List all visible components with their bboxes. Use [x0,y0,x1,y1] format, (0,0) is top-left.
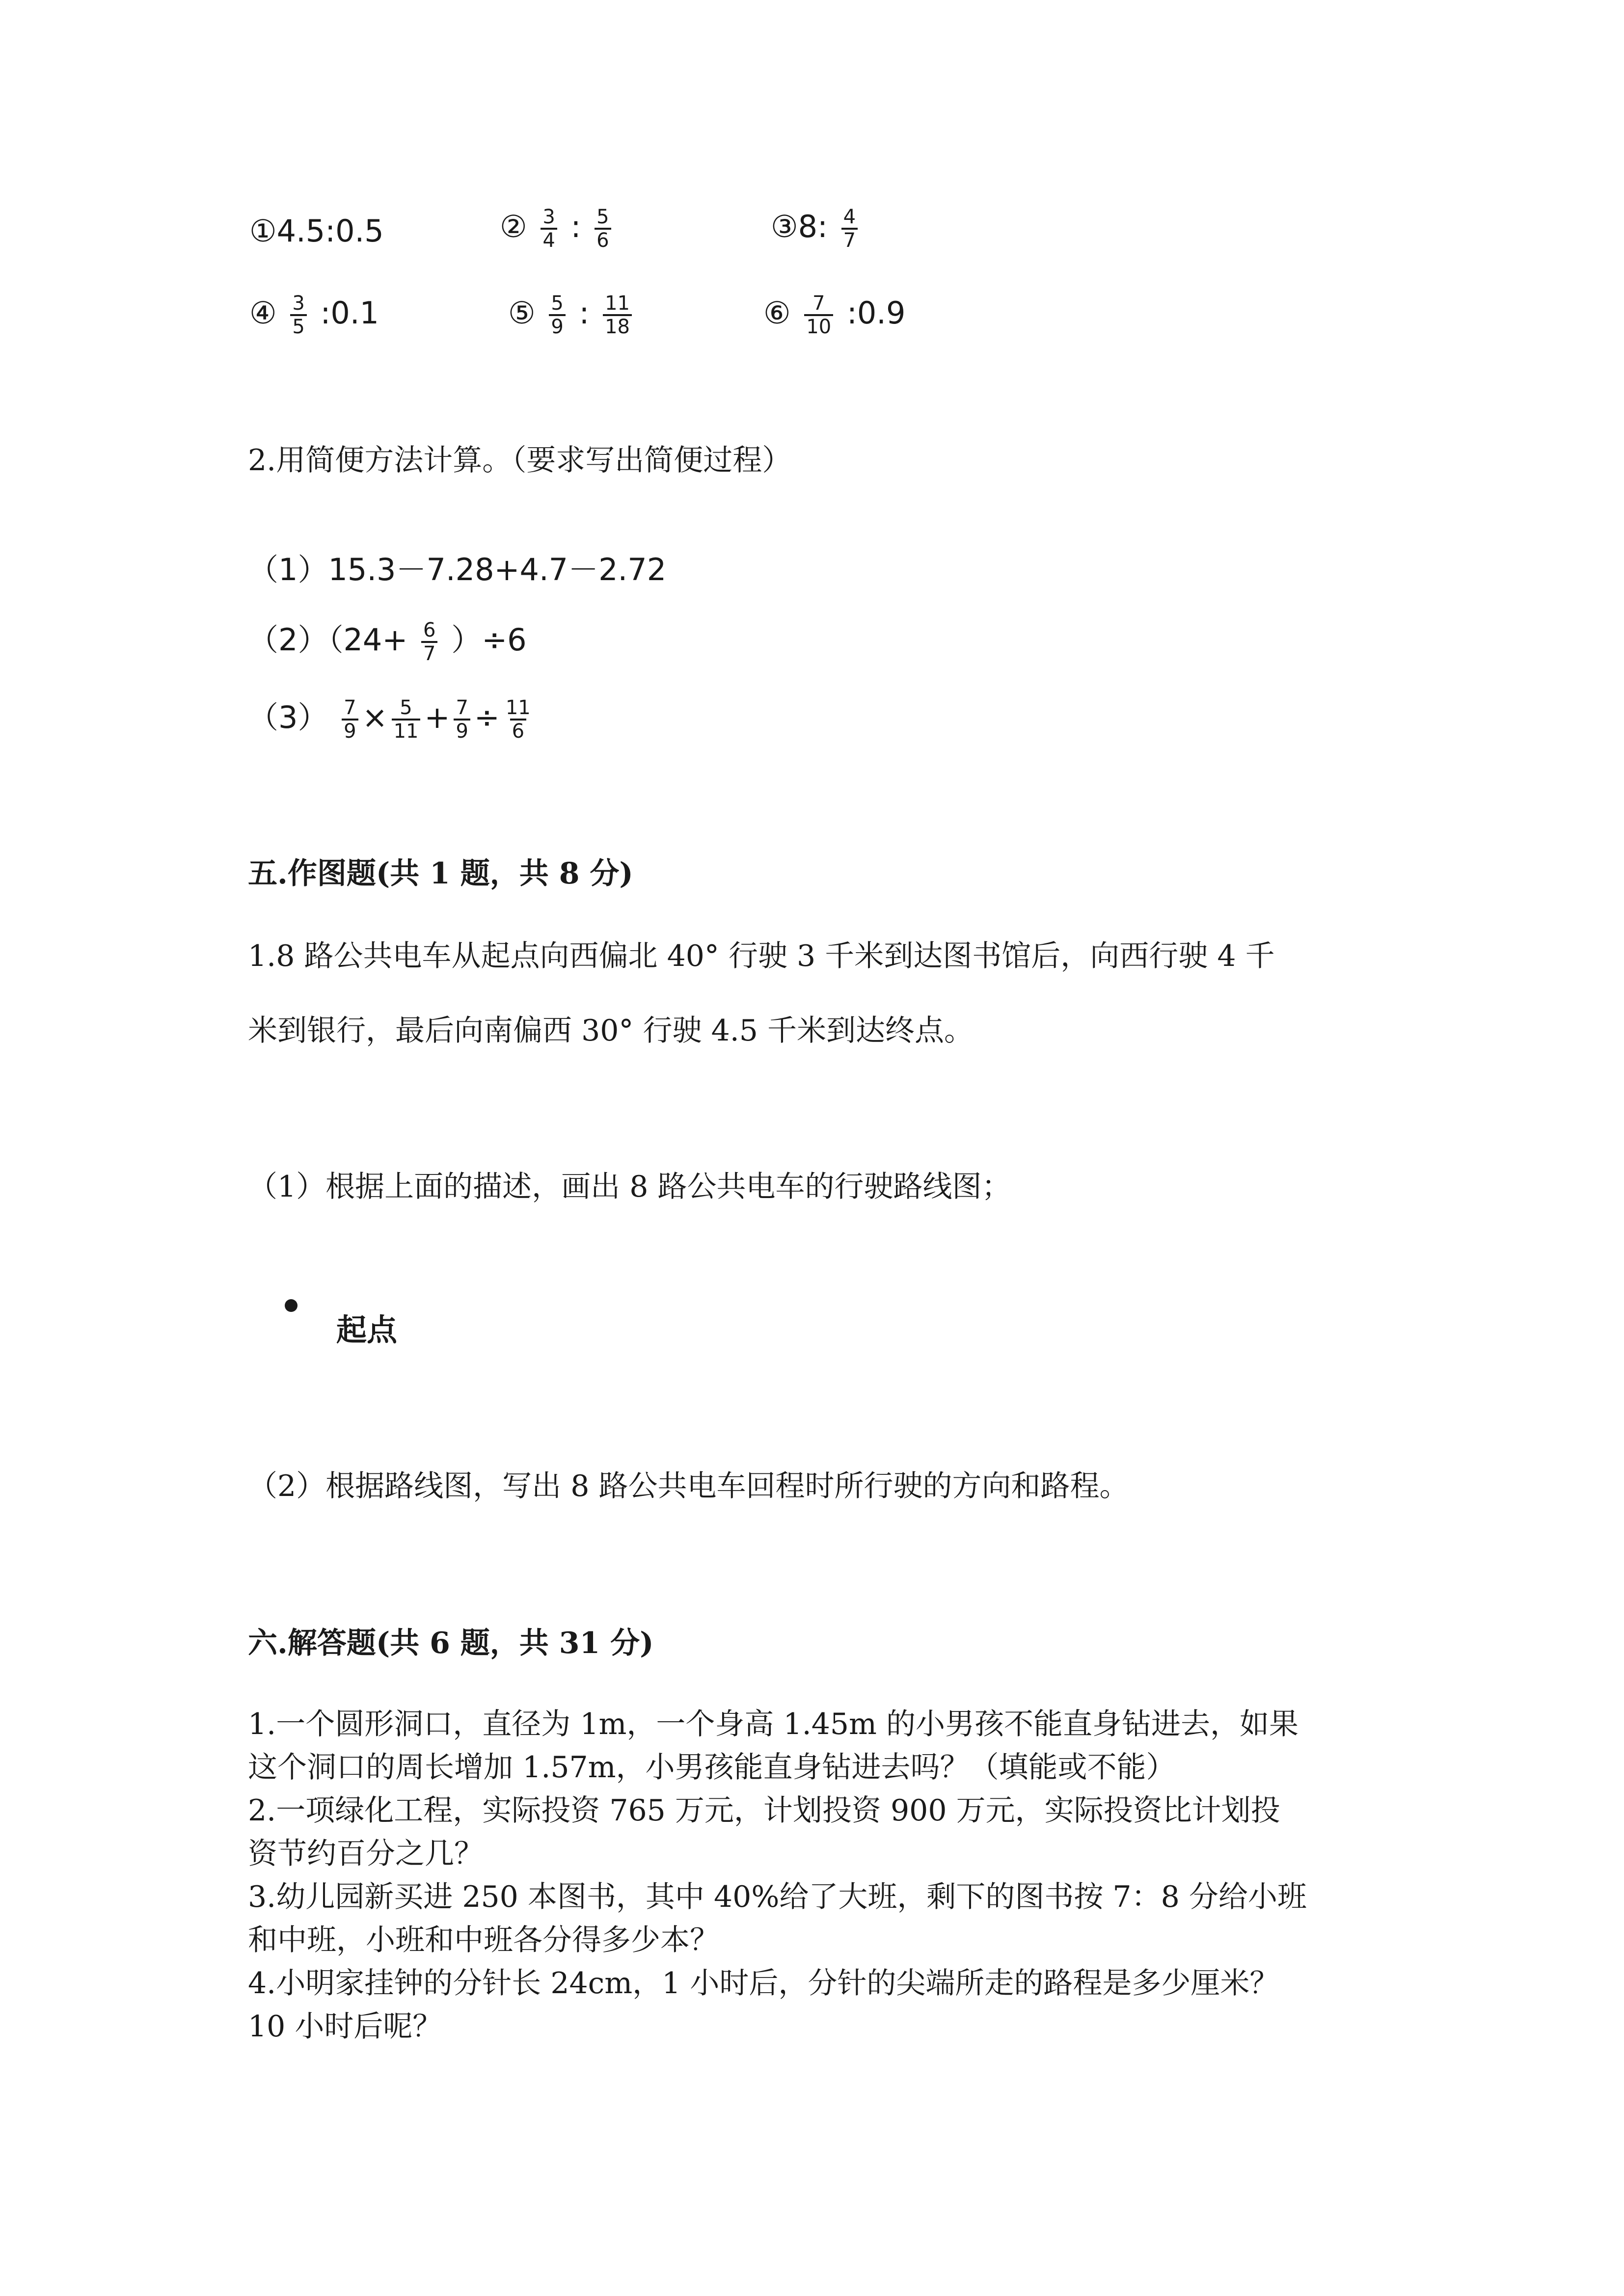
ratio-mark: ⑥ [763,295,791,331]
start-point-label: 起点 [336,1312,398,1348]
section-5-heading: 五.作图题(共 1 题，共 8 分) [248,856,633,891]
ratio-item-5: ⑤ $\frac{5}{9}$ : $\frac{11}{18}$ [508,293,636,338]
ratio-item-4: ④ $\frac{3}{5}$ :0.1 [249,292,379,338]
fraction: $\frac{3}{5}$ [290,293,306,338]
fraction: $\frac{5}{6}$ [595,206,611,251]
fraction: $\frac{3}{4}$ [541,206,557,251]
fraction: $\frac{11}{6}$ [505,696,531,743]
calc-item-3: （3） $\frac{7}{9}$ × $\frac{5}{11}$ + $\frac{7}{9}$ ÷ $\frac{11}{6}$ [248,697,537,742]
calc-item-2: （2）（24+ $\frac{6}{7}$ ）÷6 [248,619,527,665]
answer-line: 资节约百分之几？ [248,1837,484,1871]
ratio-mark: ② [500,209,527,245]
fraction: $\frac{6}{7}$ [421,619,437,665]
question-2-title: 2.用简便方法计算。（要求写出简便过程） [248,443,792,478]
ratio-item-2: ② $\frac{3}{4}$ : $\frac{5}{6}$ [500,206,615,251]
ratio-mark: ③ [771,209,798,245]
fraction: $\frac{7}{10}$ [804,293,833,338]
answer-line: 10 小时后呢？ [248,2009,442,2044]
section-6-heading: 六.解答题(共 6 题，共 31 分) [248,1626,654,1660]
ratio-mark: ① [249,213,277,249]
section-5-question-line-1: 1.8 路公共电车从起点向西偏北 40° 行驶 3 千米到达图书馆后，向西行驶 4 千 [248,939,1275,973]
start-point-dot [285,1299,298,1312]
ratio-item-6: ⑥ $\frac{7}{10}$ :0.9 [763,292,906,338]
section-5-sub-question-1: （1）根据上面的描述，画出 8 路公共电车的行驶路线图； [248,1170,1011,1204]
ratio-text: 4.5:0.5 [276,213,384,249]
fraction: $\frac{4}{7}$ [841,206,858,251]
ratio-item-3: ③8: $\frac{4}{7}$ [771,206,862,251]
ratio-mark: ④ [249,295,277,331]
answer-line: 2.一项绿化工程，实际投资 765 万元，计划投资 900 万元，实际投资比计划投 [248,1793,1280,1828]
fraction: $\frac{5}{9}$ [549,293,565,338]
section-5-question-line-2: 米到银行，最后向南偏西 30° 行驶 4.5 千米到达终点。 [248,1014,974,1048]
fraction: $\frac{7}{9}$ [454,697,470,742]
fraction: $\frac{7}{9}$ [342,697,358,742]
ratio-mark: ⑤ [508,295,536,331]
answer-line: 4.小明家挂钟的分针长 24cm，1 小时后，分针的尖端所走的路程是多少厘米？ [248,1966,1279,2001]
answer-line: 和中班，小班和中班各分得多少本？ [248,1923,719,1957]
answer-line: 这个洞口的周长增加 1.57m，小男孩能直身钻进去吗？（填能或不能） [248,1750,1176,1785]
answer-line: 3.幼儿园新买进 250 本图书，其中 40%给了大班，剩下的图书按 7：8 分给小班 [248,1880,1307,1914]
section-5-sub-question-2: （2）根据路线图，写出 8 路公共电车回程时所行驶的方向和路程。 [248,1469,1129,1503]
fraction: $\frac{11}{18}$ [603,293,632,338]
calc-item-1: （1）15.3－7.28+4.7－2.72 [248,552,667,587]
fraction: $\frac{5}{11}$ [392,697,421,742]
answer-line: 1.一个圆形洞口，直径为 1m，一个身高 1.45m 的小男孩不能直身钻进去，如果 [248,1707,1299,1741]
ratio-item-1 [249,213,384,249]
